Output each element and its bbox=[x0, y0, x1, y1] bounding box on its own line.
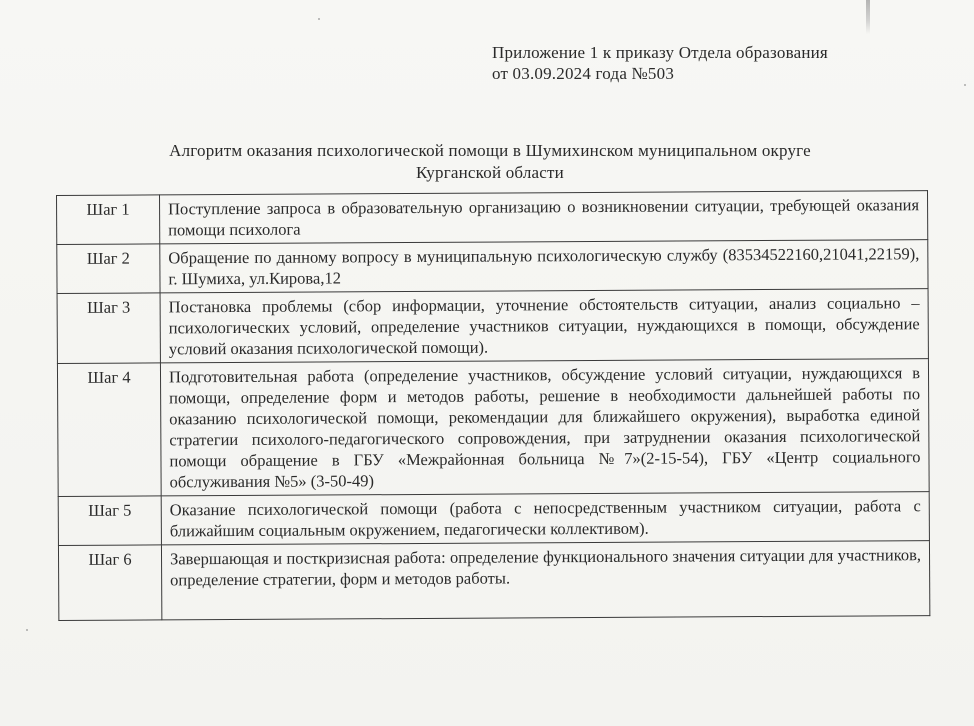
title-line-1: Алгоритм оказания психологической помощи в Шумихинском муниципальном округе bbox=[169, 141, 811, 160]
scan-dot bbox=[26, 629, 28, 631]
step-description: Постановка проблемы (сбор информации, уточнение обстоятельств ситуации, анализ социально – психологических условий, определение участников ситуации, нуждающихся в помощи, обсуждение условий оказания психологической помощи). bbox=[160, 289, 928, 363]
step-label: Шаг 3 bbox=[57, 293, 160, 364]
step-description: Завершающая и посткризисная работа: определение функционального значения ситуации для участников, определение стратегии, форм и методов работы. bbox=[161, 541, 929, 620]
algorithm-table bbox=[56, 190, 930, 621]
step-label: Шаг 5 bbox=[58, 496, 161, 546]
scan-artifact bbox=[866, 0, 870, 34]
title-line-2: Курганской области bbox=[416, 163, 564, 182]
step-description: Подготовительная работа (определение участников, обсуждение условий ситуации, нуждающихся в помощи, определение форм и методов работы, решение в необходимости дальнейшей работы по оказанию психологической помощи, рекомендации для ближайшего окружения), выработка единой стратегии психолого-педагогического сопровождения, при затруднении оказания психологической помощи обращение в ГБУ «Межрайонная больница №7»(2-15-54), ГБУ «Центр социального обслуживания №5» (3-50-49) bbox=[160, 359, 929, 496]
table-row bbox=[57, 191, 928, 245]
step-label: Шаг 2 bbox=[57, 244, 160, 294]
table-row bbox=[57, 289, 928, 364]
appendix-line-1: Приложение 1 к приказу Отдела образования bbox=[492, 43, 828, 62]
table-row bbox=[57, 240, 928, 294]
appendix-line-2: от 03.09.2024 года №503 bbox=[492, 64, 675, 83]
step-label: Шаг 6 bbox=[58, 545, 161, 621]
step-label: Шаг 4 bbox=[57, 363, 161, 497]
step-label: Шаг 1 bbox=[57, 195, 160, 245]
step-description: Обращение по данному вопросу в муниципальную психологическую службу (83534522160,21041,22159), г. Шумиха, ул.Кирова,12 bbox=[160, 240, 928, 293]
document-title bbox=[60, 140, 920, 184]
appendix-header bbox=[492, 42, 932, 84]
table-row bbox=[58, 541, 929, 621]
step-description: Поступление запроса в образовательную организацию о возникновении ситуации, требующей оказания помощи психолога bbox=[160, 191, 928, 244]
scan-dot bbox=[964, 84, 966, 86]
scan-dot bbox=[318, 18, 320, 20]
step-description: Оказание психологической помощи (работа с непосредственным участником ситуации, работа с ближайшим социальным окружением, педагогически коллективом). bbox=[161, 492, 929, 545]
table-row bbox=[57, 359, 929, 497]
table-row bbox=[58, 492, 929, 546]
